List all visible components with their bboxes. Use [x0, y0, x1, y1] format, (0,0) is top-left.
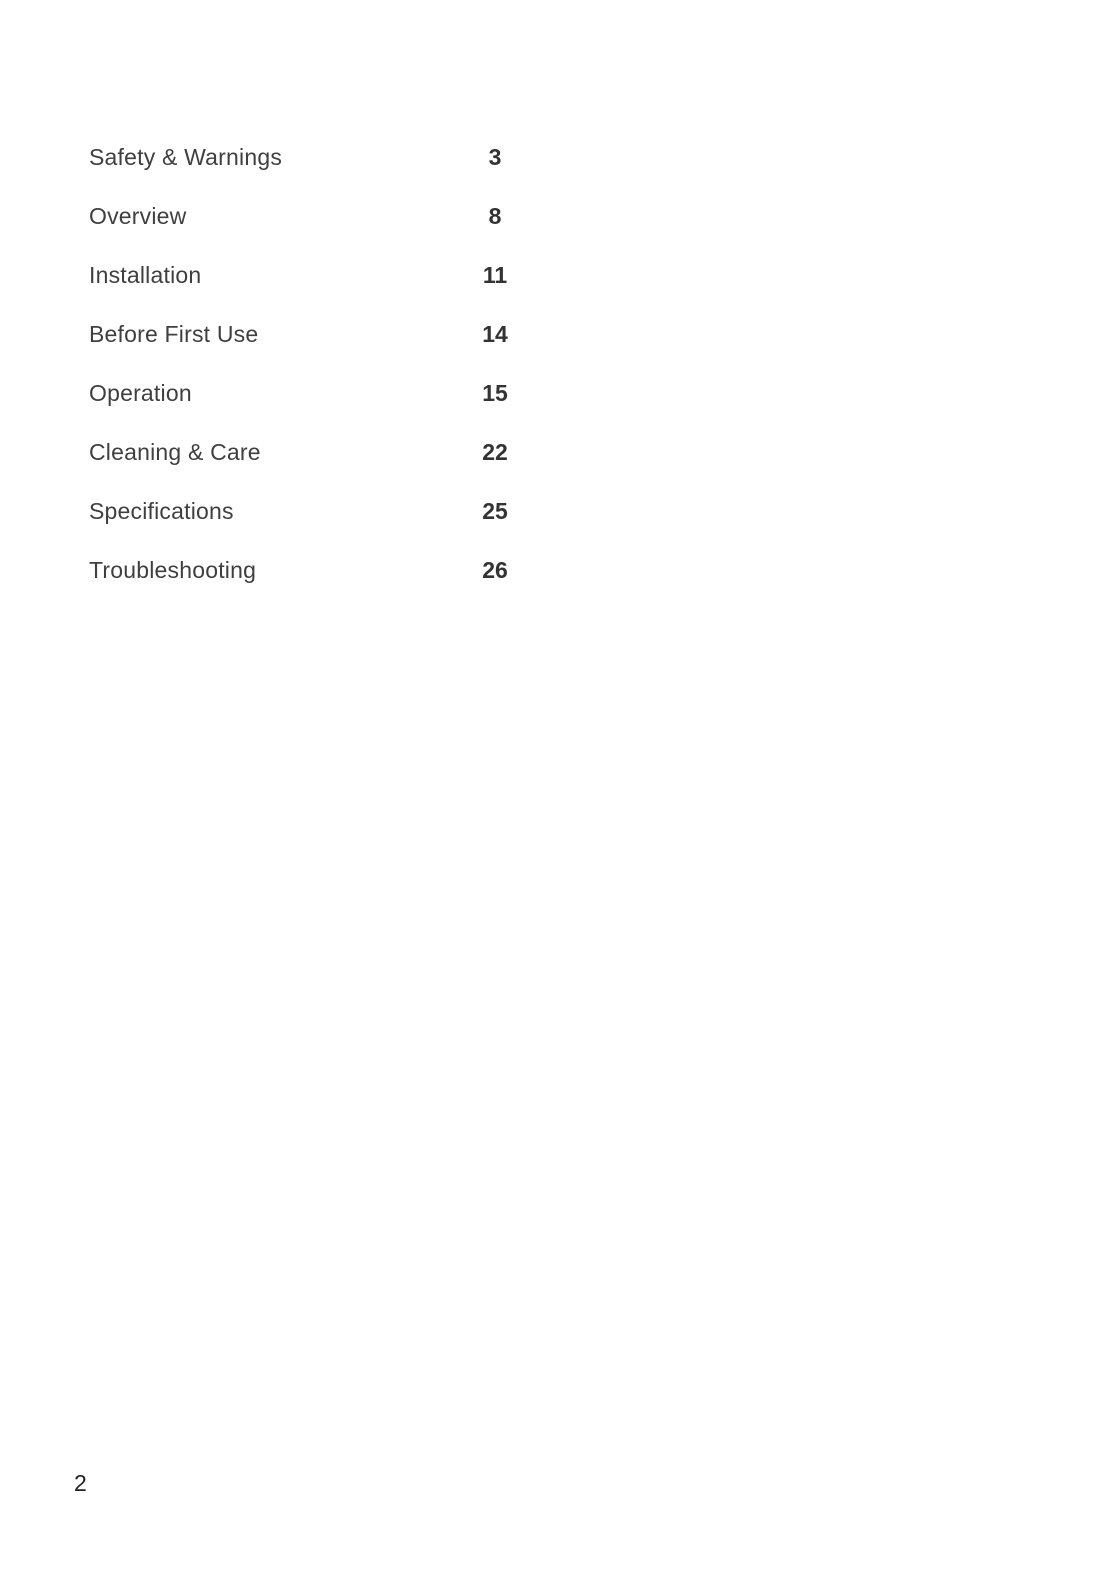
toc-entry-title: Overview [89, 203, 187, 229]
toc-entry-troubleshooting [89, 541, 529, 600]
toc-entry-safety-warnings [89, 128, 529, 187]
toc-entry-installation [89, 246, 529, 305]
toc-entry-title: Specifications [89, 498, 234, 524]
toc-entry-title: Operation [89, 380, 192, 406]
toc-entry-title: Safety & Warnings [89, 144, 283, 170]
toc-entry-page: 11 [482, 262, 508, 288]
toc-entry-title: Cleaning & Care [89, 439, 261, 465]
toc-entry-page: 22 [482, 439, 508, 465]
toc-entry-page: 14 [482, 321, 508, 347]
toc-entry-before-first-use [89, 305, 529, 364]
toc-entry-specifications [89, 482, 529, 541]
toc-entry-title: Troubleshooting [89, 557, 257, 583]
toc-entry-page: 8 [488, 203, 502, 229]
toc-entry-operation [89, 364, 529, 423]
toc-entry-page: 25 [482, 498, 508, 524]
toc-entry-page: 26 [482, 557, 508, 583]
page-number: 2 [74, 1470, 87, 1496]
toc-entry-cleaning-care [89, 423, 529, 482]
toc-entry-title: Installation [89, 262, 202, 288]
table-of-contents [89, 128, 529, 600]
toc-entry-page: 3 [488, 144, 502, 170]
toc-entry-overview [89, 187, 529, 246]
toc-entry-title: Before First Use [89, 321, 259, 347]
toc-entry-page: 15 [482, 380, 508, 406]
